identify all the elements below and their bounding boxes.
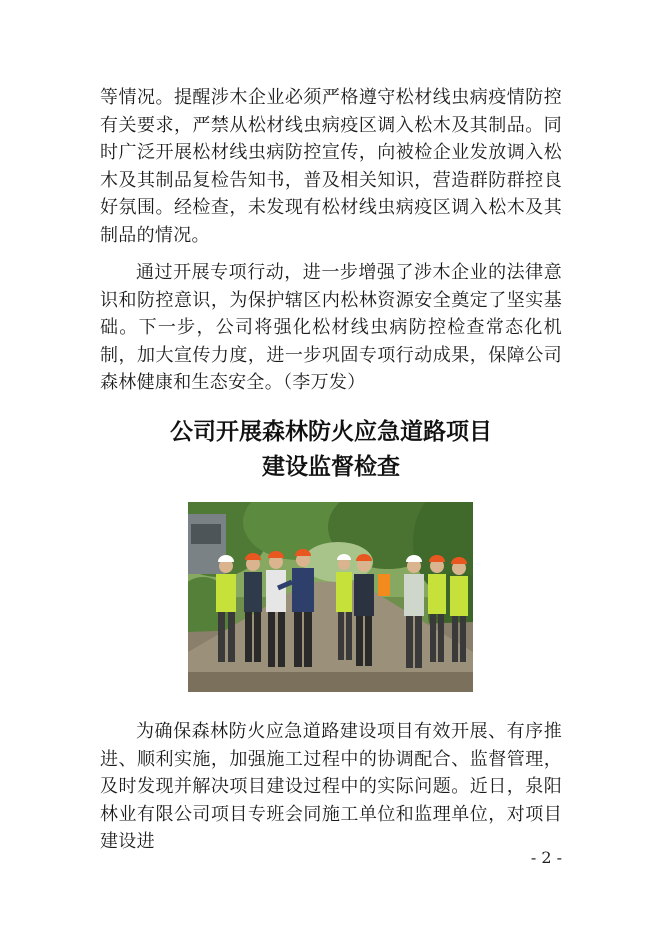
paragraph-inspection-intro: 为确保森林防火应急道路建设项目有效开展、有序推进、顺利实施，加强施工过程中的协调配合、监督管理，及时发现并解决项目建设过程中的实际问题。近日，泉阳林业有限公司项目专班会同施工单位和监理单位，对项目建设进 <box>100 721 562 852</box>
article-title-line1: 公司开展森林防火应急道路项目 <box>170 419 492 445</box>
page-number: - 2 - <box>530 848 562 867</box>
paragraph-inspection-results: 等情况。提醒涉木企业必须严格遵守松材线虫病疫情防控有关要求，严禁从松材线虫病疫区调入松木及其制品。同时广泛开展松材线虫病防控宣传，向被检企业发放调入松木及其制品复检告知书，普及相关知识，营造群防群控良好氛围。经检查，未发现有松材线虫病疫区调入松木及其制品的情况。 <box>100 87 562 246</box>
paragraph-summary: 通过开展专项行动，进一步增强了涉木企业的法律意识和防控意识，为保护辖区内松林资源安全奠定了坚实基础。下一步，公司将强化松材线虫病防控检查常态化机制，加大宣传力度，进一步巩固专项行动成果，保障公司森林健康和生态安全。（李万发） <box>100 262 562 393</box>
site-inspection-photo <box>188 502 473 692</box>
article-title-line2: 建设监督检查 <box>262 454 400 480</box>
